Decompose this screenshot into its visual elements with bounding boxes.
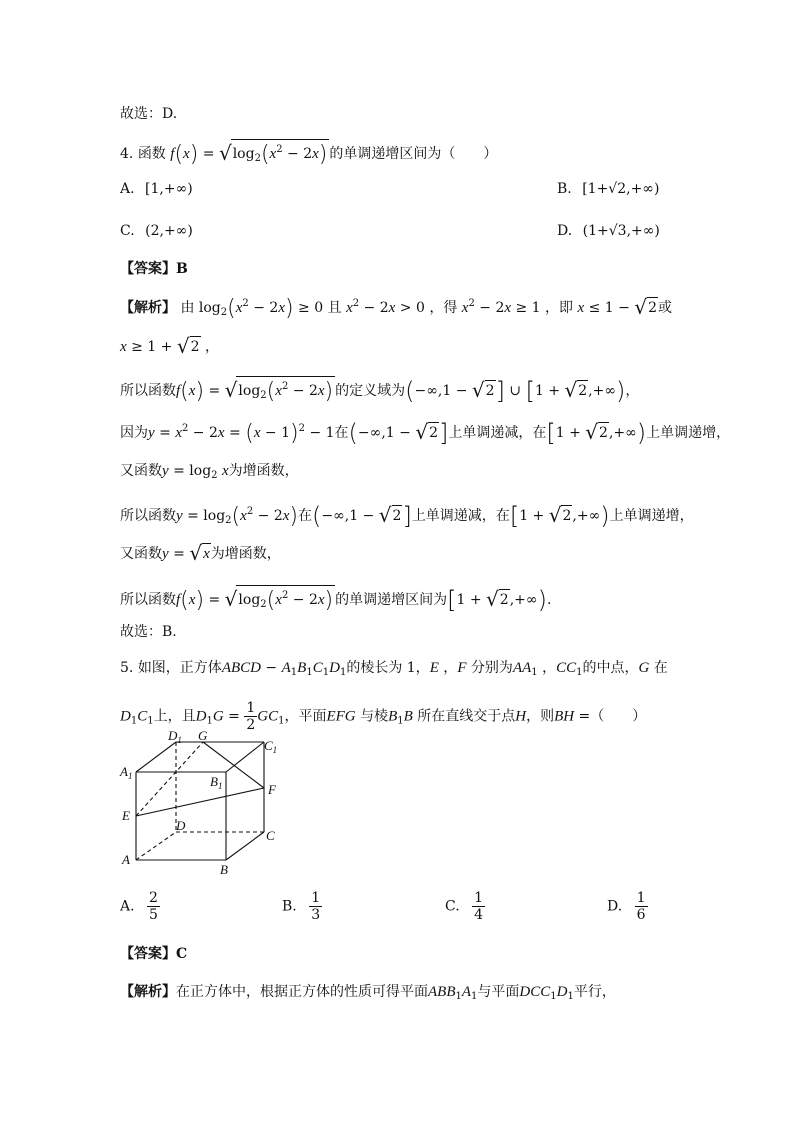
cube-figure — [118, 728, 288, 878]
q4-analysis-line3: 所以函数$f(x) = √\log_2(x^2 - 2x)$ 的定义域为(−∞,1 − √2] ∪ [1 + √2,+∞)， — [120, 377, 640, 405]
label-b: B — [220, 862, 228, 877]
q4-analysis-line8: 所以函数$f(x) = √\log_2(x^2 - 2x)$ 的单调递增区间为[1 + √2,+∞). — [120, 586, 552, 614]
q4-stem-tail: 的单调递增区间为（ ） — [329, 146, 498, 162]
q5-stem-line1: 5. 如图，正方体ABCD − $A_1B_1C_1D_1$的棱长为 1，E ，F 分别为$AA_1$ ，$CC_1$的中点，G 在 — [120, 660, 668, 678]
label-c: C — [266, 828, 275, 843]
q4-stem — [120, 139, 497, 169]
label-a: A — [122, 852, 130, 867]
q4-answer: 【答案】B — [120, 261, 188, 277]
q5-option-c[interactable]: C. $\frac{1}{4}$ — [445, 890, 484, 923]
q4-option-d[interactable]: D. (1+√3,+∞) — [557, 223, 660, 239]
q4-stem-lead: 函数 — [137, 146, 166, 162]
label-d: D — [176, 818, 186, 833]
q4-number: 4. — [120, 146, 134, 162]
label-f: F — [268, 782, 276, 797]
q4-option-b[interactable]: B. [1+√2,+∞) — [557, 181, 660, 197]
q4-analysis-line1: 【解析】 由 $\log_2(x^2 - 2x) \ge 0$ 且 $x^2 - 2x > 0$ ，得 $x^2 - 2x \ge 1$ ，即 x ≤ 1 − √2或 — [120, 295, 673, 321]
q5-option-b[interactable]: B. $\frac{1}{3}$ — [282, 890, 321, 923]
previous-conclusion: 故选：D. — [120, 106, 178, 122]
q5-stem-line2: $D_1C_1$上，且$D_1G$ = $\frac{1}{2}$ $GC_1$，平面EFG 与棱$B_1B$ 所在直线交于点H，则BH =（ ） — [120, 700, 647, 733]
q4-analysis-line7: 又函数y = √x为增函数， — [120, 541, 281, 565]
label-g: G — [198, 728, 208, 743]
label-c1: $C_1$ — [264, 738, 278, 755]
q4-conclusion: 故选：B. — [120, 624, 177, 640]
label-a1: $A_1$ — [120, 764, 133, 781]
q4-analysis-line5: 又函数$y = \log_2 x$为增函数， — [120, 463, 299, 481]
q4-option-a[interactable]: A. [1,+∞) — [120, 181, 193, 197]
q5-option-a[interactable]: A. $\frac{2}{5}$ — [120, 890, 158, 923]
q4-function-expr: $f(x) = √\log_2(x^2 - 2x)$ — [170, 141, 328, 167]
q4-analysis-line4: 因为$y = x^2 - 2x = (x - 1)^2 - 1$在(−∞,1 − √2]上单调递减，在[1 + √2,+∞)上单调递增， — [120, 419, 731, 447]
q4-option-c[interactable]: C. (2,+∞) — [120, 223, 193, 239]
q5-answer: 【答案】C — [120, 946, 188, 962]
label-b1: $B_1$ — [210, 774, 223, 791]
q4-analysis-line2: x ≥ 1 + √2 ， — [120, 334, 219, 358]
q5-option-d[interactable]: D. $\frac{1}{6}$ — [607, 890, 646, 923]
q4-analysis-line6: 所以函数$y = \log_2(x^2 - 2x)$在(−∞,1 − √2]上单调递减，在[1 + √2,+∞)上单调递增， — [120, 502, 694, 530]
label-e: E — [122, 808, 130, 823]
label-d1: $D_1$ — [168, 728, 182, 745]
q5-analysis-line1: 【解析】在正方体中，根据正方体的性质可得平面$ABB_1A_1$与平面$DCC_1D_1$平行， — [120, 984, 616, 1002]
